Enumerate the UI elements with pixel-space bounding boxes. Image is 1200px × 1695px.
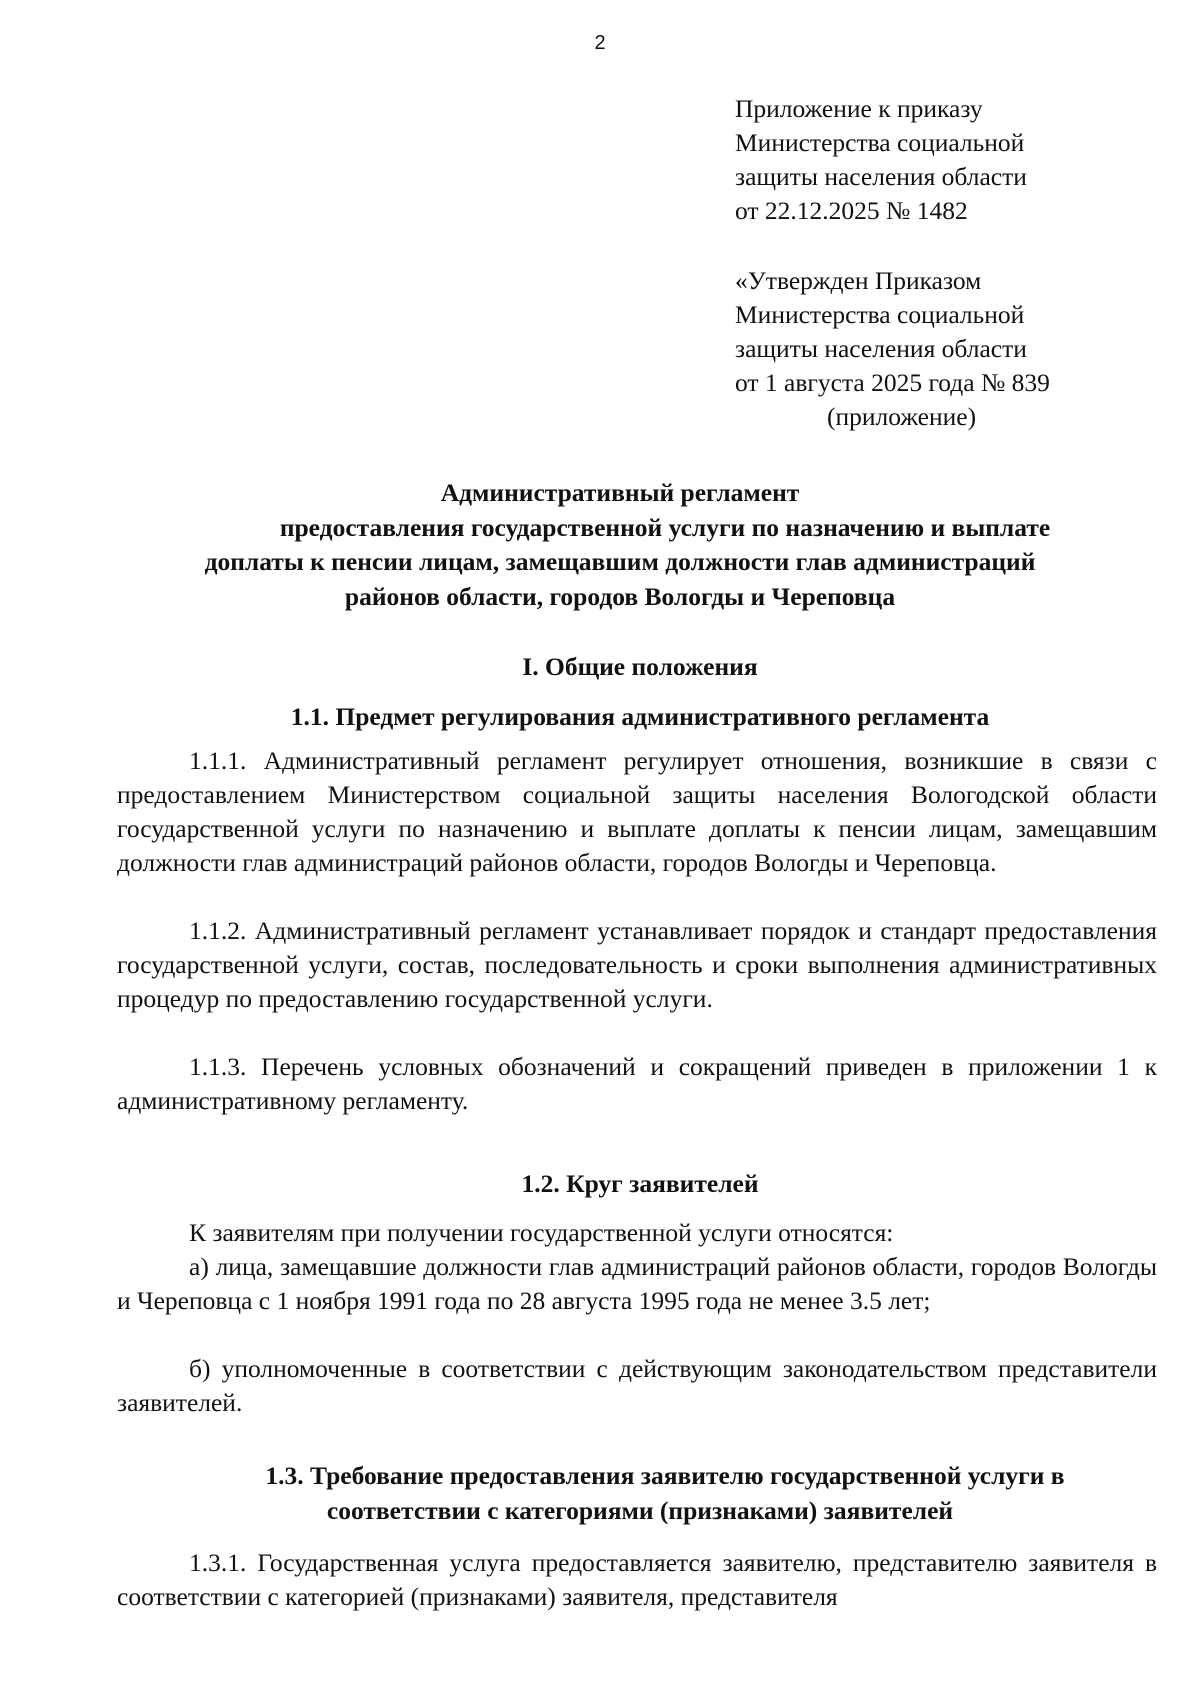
title-line: районов области, городов Вологды и Череповца bbox=[344, 581, 896, 611]
annex-block bbox=[735, 92, 1175, 228]
page-number: 2 bbox=[594, 32, 606, 54]
document-title bbox=[120, 476, 1120, 614]
annex-line: защиты населения области bbox=[735, 162, 1027, 191]
approved-line: защиты населения области bbox=[735, 334, 1027, 363]
title-line: Административный регламент bbox=[440, 478, 800, 507]
approved-line: Министерства социальной bbox=[735, 300, 1025, 329]
approved-line: (приложение) bbox=[827, 402, 977, 431]
approved-line: «Утвержден Приказом bbox=[735, 266, 982, 295]
annex-line: Приложение к приказу bbox=[735, 94, 983, 123]
paragraph-1-1-2: 1.1.2. Административный регламент устанавливает порядок и стандарт предоставления государственной услуги, состав, последовательность и сроки выполнения административных процедур по предоставлению государственной услуги. bbox=[117, 916, 1157, 1013]
paragraph-1-3-1: 1.3.1. Государственная услуга предоставляется заявителю, представителю заявителя в соответствии с категорией (признаками) заявителя, представителя bbox=[117, 1548, 1157, 1611]
applicants-item-a: а) лица, замещавшие должности глав администраций районов области, городов Вологды и Череповца с 1 ноября 1991 года по 28 августа 1995 года не менее 3.5 лет; bbox=[117, 1252, 1157, 1315]
applicants-intro: К заявителям при получении государственной услуги относятся: bbox=[189, 1218, 894, 1247]
annex-line: от 22.12.2025 № 1482 bbox=[735, 196, 968, 225]
approved-block bbox=[735, 264, 1175, 434]
annex-line: Министерства социальной bbox=[735, 128, 1025, 157]
subsection-heading: 1.1. Предмет регулирования административного регламента bbox=[290, 702, 990, 731]
paragraph-1-1-1: 1.1.1. Административный регламент регулирует отношения, возникшие в связи с предоставлением Министерством социальной защиты населения Вологодской области государственной услуги по назначению и выплате доплаты к пенсии лицам, замещавшим должности глав администраций районов области, городов Вологды и Череповца. bbox=[117, 746, 1157, 877]
applicants-item-b: б) уполномоченные в соответствии с действующим законодательством представители заявителей. bbox=[117, 1354, 1157, 1417]
heading-line: 1.3. Требование предоставления заявителю государственной услуги в bbox=[265, 1461, 1065, 1490]
subsection-heading bbox=[120, 1459, 1160, 1528]
section-heading: I. Общие положения bbox=[522, 652, 758, 681]
paragraph-1-1-3: 1.1.3. Перечень условных обозначений и сокращений приведен в приложении 1 к административному регламенту. bbox=[117, 1052, 1157, 1115]
subsection-heading: 1.2. Круг заявителей bbox=[521, 1169, 759, 1198]
title-line: доплаты к пенсии лицам, замещавшим должности глав администраций bbox=[204, 547, 1036, 576]
heading-line: соответствии с категориями (признаками) заявителей bbox=[326, 1495, 954, 1525]
title-line: предоставления государственной услуги по назначению и выплате bbox=[279, 512, 1051, 542]
approved-line: от 1 августа 2025 года № 839 bbox=[735, 368, 1050, 397]
